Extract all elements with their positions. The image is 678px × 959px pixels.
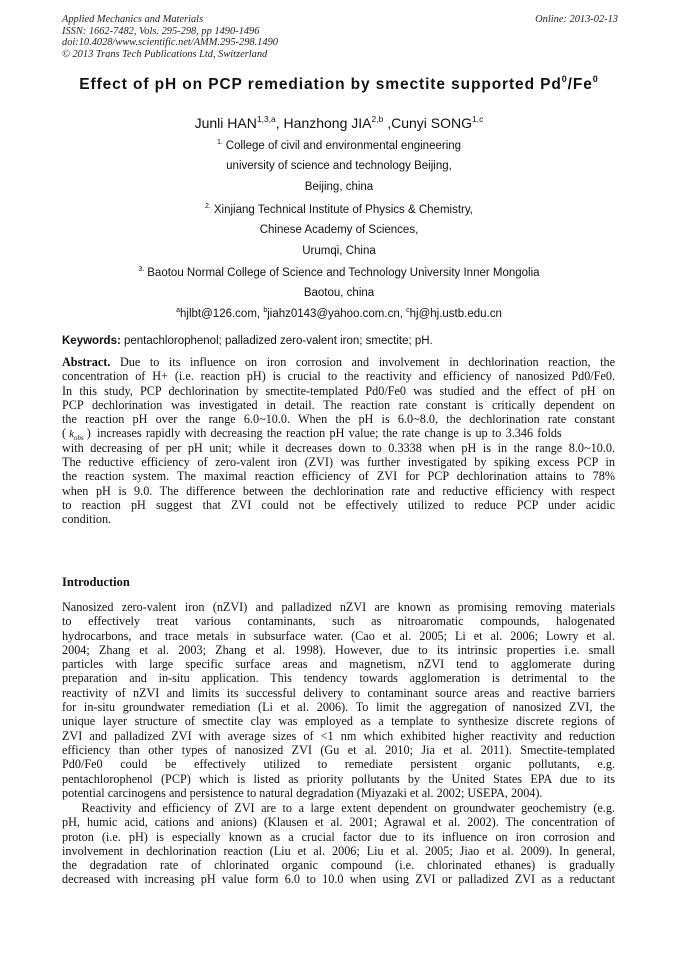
paragraph-line: 2004; Zhang et al. 2003; Zhang et al. 1998). However, due to its intrinsic properties i.e. small: [62, 642, 615, 657]
title-sup-1: 0: [561, 74, 568, 84]
author-sup: 1,3,a: [256, 114, 276, 124]
kobs-symbol: [62, 426, 91, 443]
affiliation-1-line2: university of science and technology Beijing,: [226, 160, 452, 172]
affiliation-text: Baotou Normal College of Science and Technology University Inner Mongolia: [147, 267, 540, 279]
paragraph-line: decreased with increasing pH value form 6.0 to 10.0 when using ZVI or palladized ZVI as a reductant: [62, 872, 615, 887]
affiliation-text: College of civil and environmental engineering: [225, 140, 462, 152]
abstract-text: Due to its influence on iron corrosion and involvement in dechlorination reaction, the: [110, 355, 615, 369]
email-link[interactable]: hjlbt@126.com,: [180, 308, 264, 320]
abstract-text: increases rapidly with decreasing the reaction pH value; the rate change is up to 3.346 folds: [96, 426, 562, 441]
affiliation-1-line1: [0, 139, 678, 152]
paragraph-line: efficiency than other types of nanosized ZVI (Gu et al. 2010; Jia et al. 2011). Smectite-templated: [62, 742, 615, 757]
kobs-subscript: obs: [74, 434, 84, 443]
affiliation-2-line2: Chinese Academy of Sciences,: [259, 224, 419, 236]
paragraph-line: for in-situ groundwater remediation (Li et al. 2006). To limit the aggregation of nanosized ZVI, the: [62, 700, 615, 715]
abstract-line: the reaction system. The maximal reaction efficiency of ZVI for PCP dechlorination attains to 78%: [62, 469, 615, 484]
abstract-line: PCP dechlorination was investigated in detail. The reaction rate constant is critically dependent on: [62, 397, 615, 412]
email-link[interactable]: jiahz0143@yahoo.com.cn,: [267, 308, 407, 320]
paragraph-line: Nanosized zero-valent iron (nZVI) and palladized nZVI are known as promising removing materials: [62, 600, 615, 614]
intro-paragraph-2: [62, 801, 615, 887]
paragraph-line: proton (i.e. pH) is especially known as a crucial factor due to its influence on iron corrosion and: [62, 829, 615, 844]
abstract-line: when pH is 9.0. The difference between the dechlorination rate and reductive efficiency with respect: [62, 483, 615, 498]
paper-title: [0, 74, 678, 94]
paragraph-line: Reactivity and efficiency of ZVI are to a large extent dependent on groundwater geochemistry (e.g.: [62, 801, 615, 815]
email-sup: c: [406, 307, 410, 314]
title-text: Effect of pH on PCP remediation by smectite supported Pd: [79, 76, 562, 93]
kobs-k: [69, 428, 84, 443]
abstract-label: Abstract.: [62, 355, 111, 369]
author-name: Junli HAN: [194, 115, 257, 131]
email-sup: a: [176, 307, 181, 314]
affiliation-2-line1: [0, 203, 678, 216]
keywords: [62, 335, 618, 347]
paren-close: ): [86, 426, 91, 441]
affiliation-3-line1: [0, 266, 678, 279]
email-link[interactable]: hj@hj.ustb.edu.cn: [409, 308, 502, 320]
paragraph-line: particles with large specific surface areas and magnetism, nZVI tend to agglomerate during: [62, 657, 615, 672]
author-separator: ,: [275, 115, 284, 131]
abstract-line: [62, 355, 615, 369]
affiliation-number: 1.: [216, 139, 223, 146]
journal-name: Applied Mechanics and Materials: [62, 14, 204, 25]
affiliation-2-line3: Urumqi, China: [302, 245, 376, 257]
abstract-line: with decreasing of per pH unit; while it decreases down to 0.3338 when pH is in the range 8.0~10.0.: [62, 440, 615, 455]
paragraph-line: unique layer structure of smectite clay was employed as a template to synthesize discrete regions of: [62, 714, 615, 729]
abstract-line: condition.: [62, 512, 112, 527]
affiliation-text: Xinjiang Technical Institute of Physics & Chemistry,: [213, 204, 473, 216]
title-sup-2: 0: [592, 74, 599, 84]
abstract-line: The reductive efficiency of zero-valent iron (ZVI) was further investigated by spiking excess PCP in: [62, 455, 615, 470]
paragraph-line: pH, humic acid, cations and anions) (Klausen et al. 2001; Agrawal et al. 2002). The concentration of: [62, 815, 615, 830]
journal-header: [62, 14, 618, 60]
author-name: Cunyi SONG: [391, 115, 473, 131]
copyright-line: © 2013 Trans Tech Publications Ltd, Switzerland: [62, 48, 268, 60]
abstract-line: In this study, PCP dechlorination by smectite-templated Pd0/Fe0 was studied and the effect of pH on: [62, 383, 615, 398]
author-name: Hanzhong JIA: [283, 115, 372, 131]
paragraph-line: reactivity of nZVI and limits its successful delivery to contaminant source areas and reactive barriers: [62, 685, 615, 700]
issn-line: ISSN: 1662-7482, Vols. 295-298, pp 1490-1496: [62, 25, 260, 37]
paragraph-line: preparation and in-situ application. This tendency towards agglomeration is detrimental to the: [62, 671, 615, 686]
doi-line: doi:10.4028/www.scientific.net/AMM.295-298.1490: [62, 37, 278, 49]
affiliation-3-line2: Baotou, china: [303, 287, 375, 299]
author-sup: 1,c: [472, 114, 484, 124]
affiliation-number: 3.: [138, 266, 145, 273]
abstract-line: concentration of H+ (i.e. reaction pH) is crucial to the reactivity and efficiency of nanosized Pd0/Fe0.: [62, 369, 615, 384]
paragraph-line: potential carcinogens and persistence to natural degradation (Miyazaki et al. 2002; USEPA, 2004).: [62, 785, 543, 800]
paragraph-line: involvement in dechlorination reaction (Liu et al. 2006; Liu et al. 2005; Jiao et al. 2009). In general,: [62, 843, 615, 858]
author-separator: ,: [383, 115, 392, 131]
paragraph-line: hydrocarbons, and trace metals in subsurface water. (Cao et al. 2005; Li et al. 2006; Lowry et al.: [62, 628, 615, 643]
paragraph-line: pentachlorophenol (PCP) which is listed as priority pollutants by the United States EPA due to its: [62, 771, 615, 786]
keywords-label: Keywords:: [62, 335, 121, 347]
paragraph-line: the degradation rate of chlorinated organic compound (i.e. chlorinated ethanes) is gradually: [62, 858, 615, 873]
author-sup: 2,b: [371, 114, 384, 124]
email-sup: b: [263, 307, 268, 314]
paragraph-line: ZVI and palladized ZVI with average sizes of <1 nm which exhibited higher reactivity and reduction: [62, 728, 615, 743]
title-mid: /Fe: [567, 76, 593, 93]
abstract-line: to reaction pH suggest that ZVI could not be effectively utilized to reduce PCP under acidic: [62, 497, 615, 512]
keywords-text: pentachlorophenol; palladized zero-valent iron; smectite; pH.: [120, 335, 433, 347]
affiliation-1-line3: Beijing, china: [304, 181, 374, 193]
paragraph-line: to effectively treat various contaminants, such as nitroaromatic compounds, halogenated: [62, 614, 615, 629]
abstract-line: [62, 426, 615, 443]
section-heading-introduction: Introduction: [62, 575, 130, 589]
abstract-line: the reaction pH over the range 6.0~10.0. When the pH is 6.0~8.0, the dechlorination rate constant: [62, 412, 615, 427]
paren-open: (: [62, 426, 67, 441]
author-emails: [0, 307, 678, 320]
kobs-letter: k: [69, 428, 74, 441]
abstract: [62, 355, 615, 527]
online-date: Online: 2013-02-13: [535, 14, 618, 25]
affiliation-number: 2.: [205, 203, 211, 210]
author-list: [0, 114, 678, 131]
paragraph-line: Pd0/Fe0 could be effectively utilized to remediate persistent organic pollutants, e.g.: [62, 757, 615, 772]
intro-paragraph-1: [62, 600, 615, 800]
